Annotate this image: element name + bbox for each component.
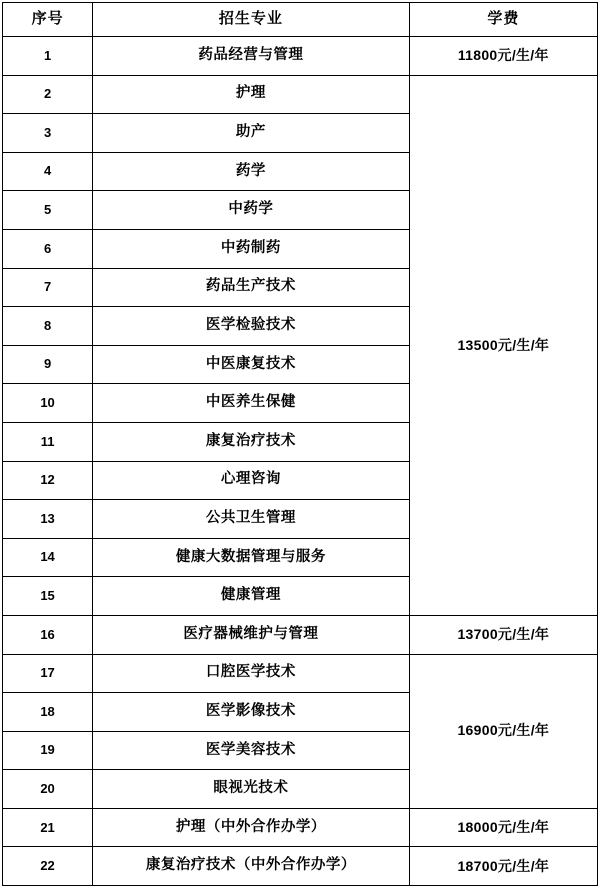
cell-row-number: 11 [3,422,93,461]
cell-major-name: 眼视光技术 [93,770,410,809]
cell-row-number: 2 [3,75,93,114]
cell-major-name: 医学影像技术 [93,693,410,732]
cell-row-number: 5 [3,191,93,230]
cell-row-number: 4 [3,152,93,191]
cell-major-name: 医学美容技术 [93,731,410,770]
cell-row-number: 20 [3,770,93,809]
cell-major-name: 医疗器械维护与管理 [93,615,410,654]
table-row [3,37,598,76]
cell-row-number: 17 [3,654,93,693]
cell-major-name: 药品生产技术 [93,268,410,307]
cell-major-name: 健康大数据管理与服务 [93,538,410,577]
cell-major-name: 健康管理 [93,577,410,616]
cell-major-name: 口腔医学技术 [93,654,410,693]
cell-row-number: 22 [3,847,93,886]
cell-tuition-fee: 18000元/生/年 [409,808,597,847]
table-row [3,654,598,693]
cell-major-name: 护理 [93,75,410,114]
table-body [3,37,598,886]
table-header-row [3,3,598,37]
cell-major-name: 康复治疗技术（中外合作办学） [93,847,410,886]
cell-row-number: 15 [3,577,93,616]
cell-major-name: 助产 [93,114,410,153]
tuition-fee-table [2,2,598,886]
cell-row-number: 1 [3,37,93,76]
cell-major-name: 中医养生保健 [93,384,410,423]
cell-row-number: 19 [3,731,93,770]
cell-row-number: 6 [3,229,93,268]
cell-row-number: 18 [3,693,93,732]
cell-tuition-fee: 13500元/生/年 [409,75,597,615]
table-row [3,808,598,847]
cell-row-number: 21 [3,808,93,847]
cell-row-number: 10 [3,384,93,423]
cell-major-name: 药学 [93,152,410,191]
cell-major-name: 中医康复技术 [93,345,410,384]
cell-major-name: 心理咨询 [93,461,410,500]
cell-major-name: 康复治疗技术 [93,422,410,461]
cell-major-name: 药品经营与管理 [93,37,410,76]
cell-major-name: 公共卫生管理 [93,500,410,539]
cell-row-number: 12 [3,461,93,500]
cell-row-number: 8 [3,307,93,346]
table-row [3,75,598,114]
cell-row-number: 14 [3,538,93,577]
cell-major-name: 医学检验技术 [93,307,410,346]
cell-major-name: 护理（中外合作办学） [93,808,410,847]
cell-row-number: 7 [3,268,93,307]
column-header-major: 招生专业 [93,3,410,37]
cell-major-name: 中药制药 [93,229,410,268]
cell-tuition-fee: 18700元/生/年 [409,847,597,886]
table-header [3,3,598,37]
cell-row-number: 13 [3,500,93,539]
cell-tuition-fee: 16900元/生/年 [409,654,597,808]
table-row [3,615,598,654]
cell-tuition-fee: 13700元/生/年 [409,615,597,654]
column-header-fee: 学费 [409,3,597,37]
table-row [3,847,598,886]
cell-row-number: 3 [3,114,93,153]
cell-tuition-fee: 11800元/生/年 [409,37,597,76]
cell-major-name: 中药学 [93,191,410,230]
column-header-no: 序号 [3,3,93,37]
cell-row-number: 9 [3,345,93,384]
cell-row-number: 16 [3,615,93,654]
